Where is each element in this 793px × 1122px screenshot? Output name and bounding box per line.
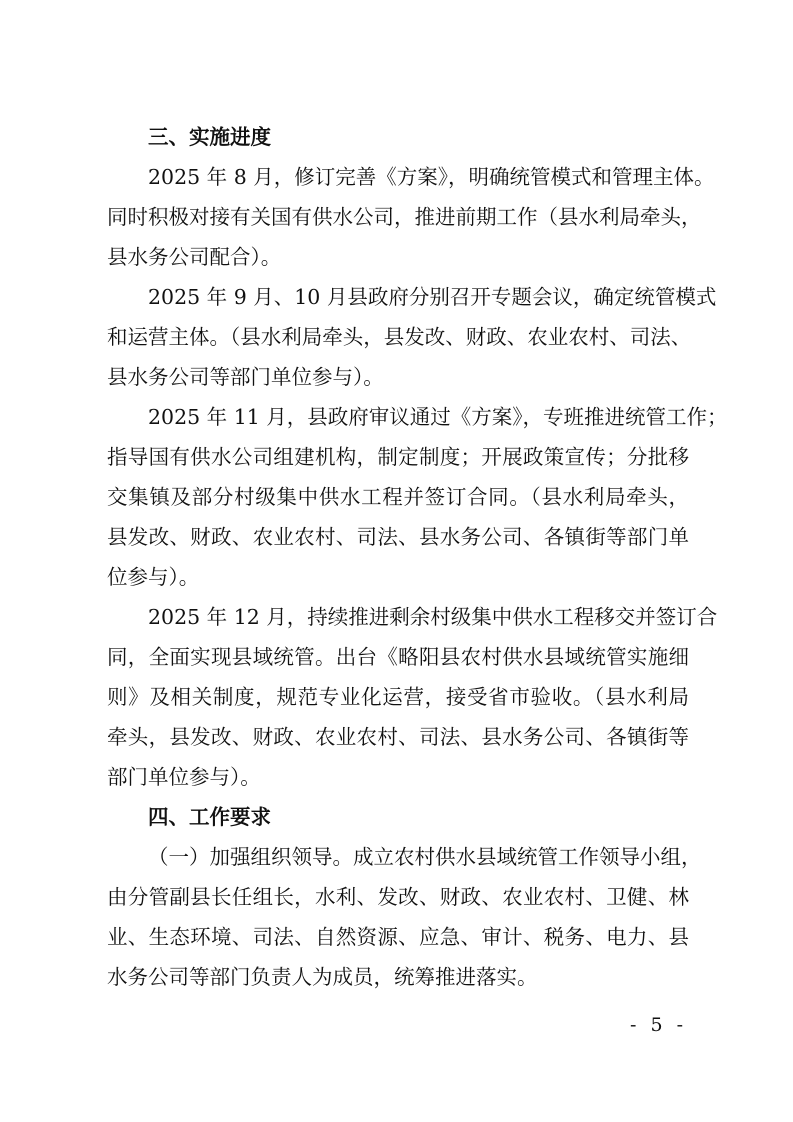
text-line: 县发改、财政、农业农村、司法、县水务公司、各镇街等部门单 bbox=[107, 525, 689, 549]
text-line: 部门单位参与）。 bbox=[107, 765, 261, 789]
text-line: 2025 年 8 月，修订完善《方案》，明确统管模式和管理主体。 bbox=[148, 165, 715, 189]
text-line: 2025 年 9 月、10 月县政府分别召开专题会议，确定统管模式 bbox=[148, 285, 717, 309]
paragraph bbox=[107, 157, 715, 277]
paragraph bbox=[107, 397, 728, 597]
paragraph bbox=[107, 277, 717, 397]
paragraph bbox=[107, 837, 702, 997]
text-line: 由分管副县长任组长，水利、发改、财政、农业农村、卫健、林 bbox=[107, 885, 689, 909]
text-line: 业、生态环境、司法、自然资源、应急、审计、税务、电力、县 bbox=[107, 925, 689, 949]
text-line: 牵头，县发改、财政、农业农村、司法、县水务公司、各镇街等 bbox=[107, 725, 689, 749]
document-body bbox=[107, 117, 728, 997]
section-heading: 四、工作要求 bbox=[148, 805, 271, 829]
text-line: 水务公司等部门负责人为成员，统筹推进落实。 bbox=[107, 965, 538, 989]
paragraph bbox=[107, 597, 718, 797]
text-line: 则》及相关制度，规范专业化运营，接受省市验收。（县水利局 bbox=[107, 685, 689, 709]
text-line: 2025 年 11 月，县政府审议通过《方案》，专班推进统管工作； bbox=[148, 405, 728, 429]
text-line: 交集镇及部分村级集中供水工程并签订合同。（县水利局牵头， bbox=[107, 485, 689, 509]
text-line: 2025 年 12 月，持续推进剩余村级集中供水工程移交并签订合 bbox=[148, 605, 718, 629]
text-line: 和运营主体。（县水利局牵头，县发改、财政、农业农村、司法、 bbox=[107, 325, 692, 349]
text-line: 同时积极对接有关国有供水公司，推进前期工作（县水利局牵头， bbox=[107, 205, 702, 229]
text-line: 位参与）。 bbox=[107, 565, 200, 589]
text-line: 县水务公司等部门单位参与）。 bbox=[107, 365, 384, 389]
text-line: 指导国有供水公司组建机构，制定制度；开展政策宣传；分批移 bbox=[107, 445, 689, 469]
section-heading: 三、实施进度 bbox=[148, 125, 271, 149]
text-line: 同，全面实现县域统管。出台《略阳县农村供水县域统管实施细 bbox=[107, 645, 689, 669]
page-number: - 5 - bbox=[630, 1014, 688, 1036]
text-line: 县水务公司配合）。 bbox=[107, 245, 282, 269]
text-line: （一）加强组织领导。成立农村供水县域统管工作领导小组， bbox=[148, 845, 702, 869]
